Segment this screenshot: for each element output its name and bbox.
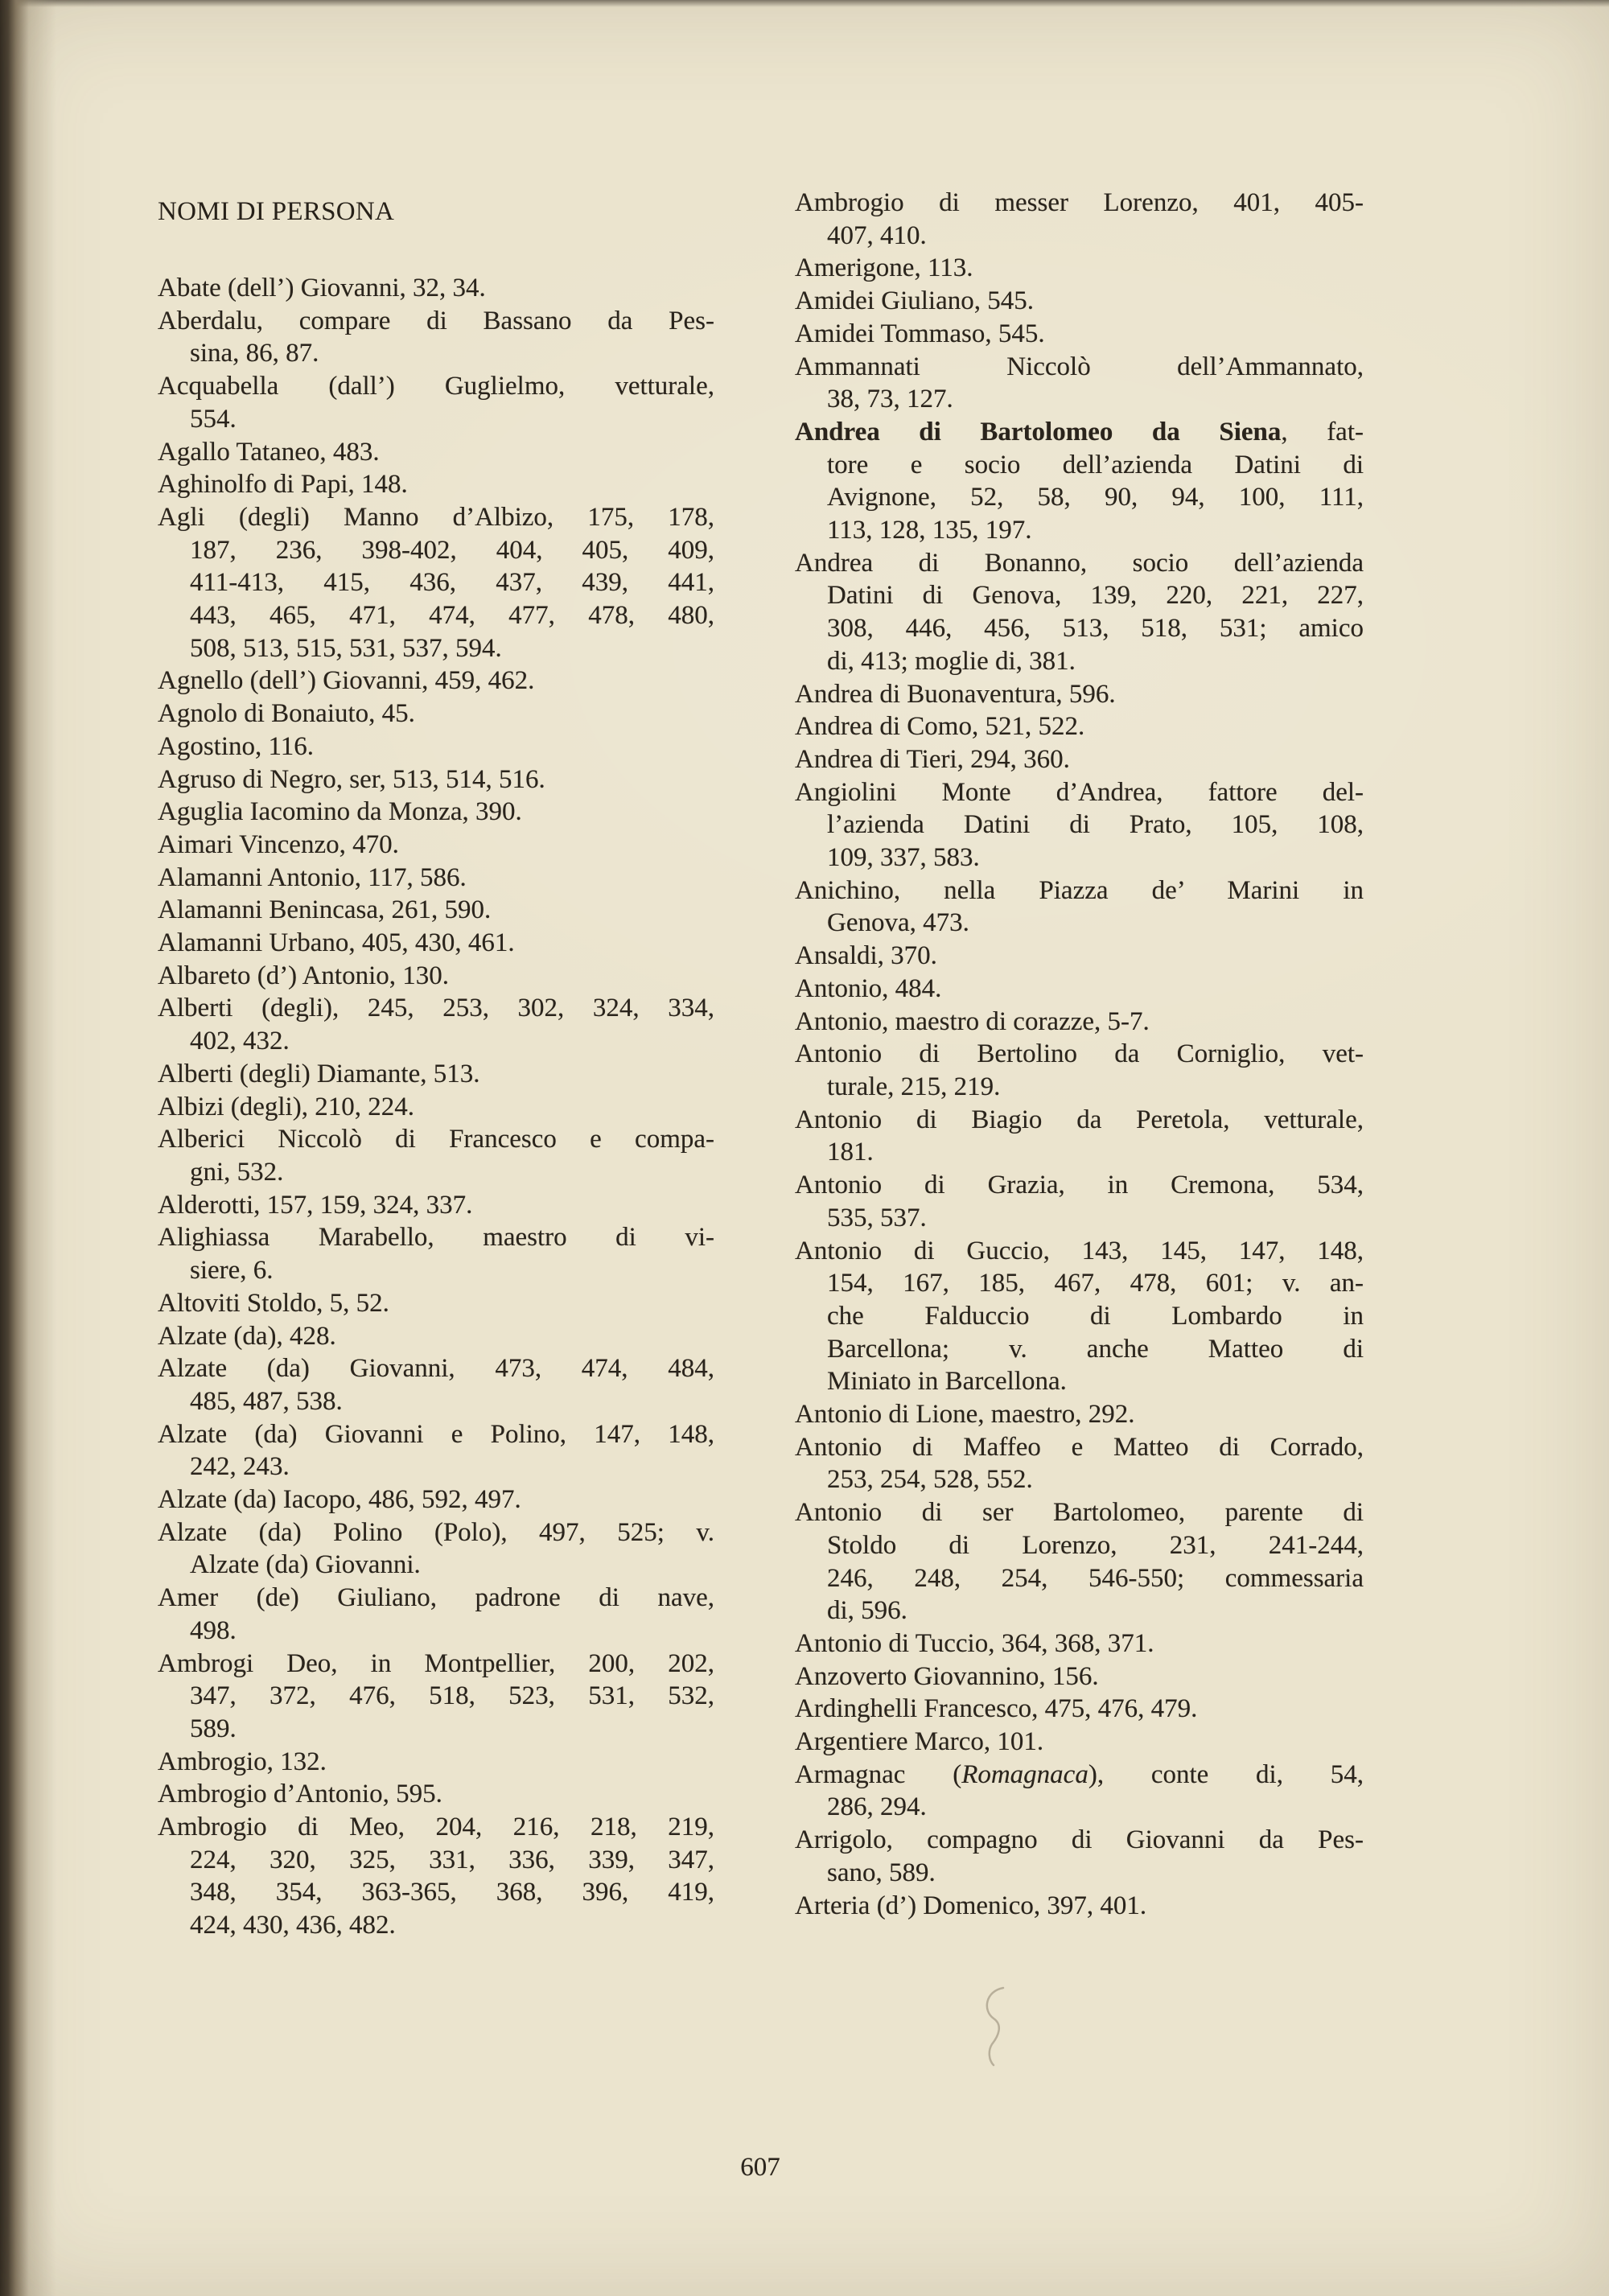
entry-line: 347, 372, 476, 518, 523, 531, 532,	[190, 1681, 714, 1711]
entry-line: Aimari Vincenzo, 470.	[158, 829, 399, 859]
entry-line: Andrea di Bartolomeo da Siena, fat-	[795, 417, 1364, 446]
entry-line: sano, 589.	[827, 1858, 936, 1887]
entry-line: gni, 532.	[190, 1157, 284, 1187]
entry-line: siere, 6.	[190, 1256, 274, 1286]
entry-line: Alderotti, 157, 159, 324, 337.	[158, 1190, 473, 1220]
entry-line: 109, 337, 583.	[827, 843, 980, 873]
entry-line: Angiolini Monte d’Andrea, fattore del-	[795, 777, 1364, 807]
entry-line: Arrigolo, compagno di Giovanni da Pes-	[795, 1825, 1364, 1855]
index-entry	[795, 1038, 1364, 1103]
index-entry	[795, 1431, 1364, 1496]
index-entry	[795, 1759, 1364, 1824]
entry-line: Acquabella (dall’) Guglielmo, vetturale,	[158, 372, 714, 401]
index-entry	[795, 1726, 1364, 1759]
entry-line: Agnolo di Bonaiuto, 45.	[158, 699, 415, 729]
entry-line: Alzate (da) Polino (Polo), 497, 525; v.	[158, 1517, 714, 1547]
entry-line: Antonio di Maffeo e Matteo di Corrado,	[795, 1432, 1364, 1462]
entry-line: 407, 410.	[827, 220, 927, 250]
entry-line: Aguglia Iacomino da Monza, 390.	[158, 797, 522, 827]
entry-line: Avignone, 52, 58, 90, 94, 100, 111,	[827, 483, 1364, 512]
entry-line: Ansaldi, 370.	[795, 941, 937, 971]
index-entry	[795, 1824, 1364, 1889]
index-entry	[158, 1320, 714, 1353]
entry-line: 498.	[190, 1615, 237, 1645]
index-entry	[795, 547, 1364, 678]
entry-line: Antonio, 484.	[795, 973, 942, 1003]
index-entry	[158, 272, 714, 305]
entry-line: di, 413; moglie di, 381.	[827, 646, 1076, 676]
entry-line: Alzate (da), 428.	[158, 1321, 336, 1351]
entry-line: Andrea di Tieri, 294, 360.	[795, 744, 1070, 774]
index-entry	[795, 1693, 1364, 1726]
page-number: 607	[740, 2153, 780, 2182]
index-entry	[158, 1123, 714, 1188]
entry-line: 402, 432.	[190, 1027, 290, 1056]
index-entry	[158, 436, 714, 469]
entry-line: Ambrogio d’Antonio, 595.	[158, 1780, 442, 1809]
index-entry	[158, 960, 714, 993]
index-entry	[158, 370, 714, 435]
index-entry	[158, 1221, 714, 1286]
entry-line: Alamanni Antonio, 117, 586.	[158, 862, 467, 892]
index-entry	[795, 252, 1364, 285]
entry-line: 411-413, 415, 436, 437, 439, 441,	[190, 568, 714, 598]
index-entry	[158, 1516, 714, 1582]
index-entry	[158, 894, 714, 927]
entry-line: Andrea di Bonanno, socio dell’azienda	[795, 548, 1364, 578]
entry-line: 113, 128, 135, 197.	[827, 516, 1032, 545]
index-entry	[795, 187, 1364, 252]
entry-line: 38, 73, 127.	[827, 385, 953, 414]
index-entry	[158, 501, 714, 665]
index-entry	[795, 285, 1364, 318]
index-entry	[795, 776, 1364, 874]
entry-line: Antonio di Guccio, 143, 145, 147, 148,	[795, 1236, 1364, 1265]
entry-line: Datini di Genova, 139, 220, 221, 227,	[827, 581, 1364, 611]
entry-line: tore e socio dell’azienda Datini di	[827, 450, 1364, 479]
index-entry	[795, 973, 1364, 1006]
entry-line: 485, 487, 538.	[190, 1386, 343, 1416]
scan-edge-top	[0, 0, 1609, 7]
entry-line: Amerigone, 113.	[795, 253, 973, 283]
index-entry	[158, 927, 714, 960]
entry-line: 286, 294.	[827, 1792, 927, 1822]
entry-line: Ambrogio, 132.	[158, 1747, 327, 1776]
index-entry	[158, 1418, 714, 1483]
index-entry	[158, 829, 714, 862]
index-entry	[158, 468, 714, 501]
index-entry	[795, 416, 1364, 547]
entry-line: Ardinghelli Francesco, 475, 476, 479.	[795, 1694, 1198, 1724]
entry-line: Genova, 473.	[827, 908, 969, 938]
entry-line: Amidei Giuliano, 545.	[795, 286, 1034, 316]
index-entry	[158, 763, 714, 796]
index-entry	[795, 1006, 1364, 1039]
entry-line: Ammannati Niccolò dell’Ammannato,	[795, 352, 1364, 381]
entry-line: Alzate (da) Iacopo, 486, 592, 497.	[158, 1485, 521, 1515]
entry-line: Anzoverto Giovannino, 156.	[795, 1661, 1099, 1691]
entry-line: Alighiassa Marabello, maestro di vi-	[158, 1223, 714, 1253]
entry-line: Miniato in Barcellona.	[827, 1367, 1067, 1397]
index-entry	[158, 1648, 714, 1746]
entry-line: Arteria (d’) Domenico, 397, 401.	[795, 1891, 1147, 1920]
entry-line: 187, 236, 398-402, 404, 405, 409,	[190, 535, 714, 565]
index-entry	[158, 1189, 714, 1222]
entry-line: Altoviti Stoldo, 5, 52.	[158, 1288, 389, 1318]
entry-line: sina, 86, 87.	[190, 339, 319, 368]
entry-line: 508, 513, 515, 531, 537, 594.	[190, 633, 502, 663]
entry-line: Agnello (dell’) Giovanni, 459, 462.	[158, 666, 535, 696]
entry-line: Agruso di Negro, ser, 513, 514, 516.	[158, 764, 545, 794]
index-column-right	[795, 187, 1364, 1922]
entry-line: l’azienda Datini di Prato, 105, 108,	[827, 810, 1364, 840]
index-entry	[795, 678, 1364, 711]
index-entry	[158, 1058, 714, 1091]
entry-line: Andrea di Como, 521, 522.	[795, 712, 1085, 742]
entry-line: Ambrogi Deo, in Montpellier, 200, 202,	[158, 1648, 714, 1678]
entry-line: Armagnac (Romagnaca), conte di, 54,	[795, 1759, 1364, 1789]
entry-line: 535, 537.	[827, 1203, 927, 1232]
entry-line: 224, 320, 325, 331, 336, 339, 347,	[190, 1845, 714, 1874]
entry-line: Andrea di Buonaventura, 596.	[795, 679, 1116, 709]
entry-line: 589.	[190, 1714, 237, 1743]
index-entry	[158, 992, 714, 1057]
index-entry	[795, 940, 1364, 973]
entry-line: 246, 248, 254, 546-550; commessaria	[827, 1563, 1364, 1593]
entry-line: Alzate (da) Giovanni e Polino, 147, 148,	[158, 1419, 714, 1449]
entry-line: Anichino, nella Piazza de’ Marini in	[795, 875, 1364, 905]
entry-line: Agallo Tataneo, 483.	[158, 437, 380, 467]
index-entry	[158, 697, 714, 730]
binding-shadow	[0, 0, 56, 2296]
entry-line: Antonio di Bertolino da Corniglio, vet-	[795, 1039, 1364, 1069]
entry-line: 154, 167, 185, 467, 478, 601; v. an-	[827, 1269, 1364, 1298]
entry-line: Antonio di Tuccio, 364, 368, 371.	[795, 1628, 1154, 1658]
entry-line: Antonio di ser Bartolomeo, parente di	[795, 1498, 1364, 1528]
entry-line: 443, 465, 471, 474, 477, 478, 480,	[190, 601, 714, 631]
entry-line: che Falduccio di Lombardo in	[827, 1301, 1364, 1331]
index-entry	[795, 743, 1364, 776]
index-entry	[795, 318, 1364, 351]
entry-line: Aberdalu, compare di Bassano da Pes-	[158, 306, 714, 335]
entry-line: Abate (dell’) Giovanni, 32, 34.	[158, 274, 486, 302]
entry-line: Antonio di Biagio da Peretola, vetturale,	[795, 1105, 1364, 1134]
entry-line: Ambrogio di Meo, 204, 216, 218, 219,	[158, 1813, 714, 1842]
entry-line: Amer (de) Giuliano, padrone di nave,	[158, 1583, 714, 1613]
entry-line: Alamanni Urbano, 405, 430, 461.	[158, 928, 515, 958]
entry-line: 424, 430, 436, 482.	[190, 1911, 396, 1940]
entry-line: di, 596.	[827, 1596, 907, 1626]
index-entry	[795, 1890, 1364, 1923]
entry-line: Alzate (da) Giovanni.	[190, 1550, 421, 1580]
index-entry	[795, 710, 1364, 743]
index-entry	[158, 1811, 714, 1942]
entry-line: Amidei Tommaso, 545.	[795, 319, 1045, 348]
entry-line: Agli (degli) Manno d’Albizo, 175, 178,	[158, 502, 714, 532]
index-entry	[795, 1398, 1364, 1431]
index-entry	[158, 1746, 714, 1779]
entry-line: 348, 354, 363-365, 368, 396, 419,	[190, 1878, 714, 1907]
index-entry	[158, 1352, 714, 1418]
entry-line: Alberti (degli), 245, 253, 302, 324, 334,	[158, 994, 714, 1023]
index-entry	[158, 862, 714, 895]
entry-line: Albizi (degli), 210, 224.	[158, 1092, 414, 1121]
index-entry	[795, 1104, 1364, 1169]
index-entry	[158, 665, 714, 697]
index-entry	[795, 1235, 1364, 1399]
entry-line: Albareto (d’) Antonio, 130.	[158, 961, 450, 990]
entry-line: 308, 446, 456, 513, 518, 531; amico	[827, 614, 1364, 644]
index-entry	[795, 1627, 1364, 1660]
index-entry	[158, 730, 714, 763]
index-entry	[158, 1778, 714, 1811]
entry-line: Agostino, 116.	[158, 731, 315, 761]
entry-line: Alamanni Benincasa, 261, 590.	[158, 895, 492, 925]
index-entry	[158, 1091, 714, 1124]
entry-line: turale, 215, 219.	[827, 1072, 1001, 1101]
entry-line: 242, 243.	[190, 1452, 290, 1482]
entry-line: Barcellona; v. anche Matteo di	[827, 1334, 1364, 1364]
entry-line: Alberici Niccolò di Francesco e compa-	[158, 1125, 714, 1154]
entry-line: Argentiere Marco, 101.	[795, 1727, 1044, 1757]
entry-line: Antonio di Grazia, in Cremona, 534,	[795, 1171, 1364, 1200]
entry-line: Antonio, maestro di corazze, 5-7.	[795, 1006, 1150, 1036]
entry-line: 181.	[827, 1138, 874, 1167]
page-heading: NOMI DI PERSONA	[158, 197, 395, 226]
index-entry	[158, 305, 714, 370]
entry-line: 253, 254, 528, 552.	[827, 1465, 1033, 1495]
entry-line: Antonio di Lione, maestro, 292.	[795, 1400, 1135, 1430]
index-entry	[795, 1496, 1364, 1627]
index-entry	[158, 796, 714, 829]
entry-line: Ambrogio di messer Lorenzo, 401, 405-	[795, 188, 1364, 217]
index-entry	[158, 1483, 714, 1516]
index-column-left	[158, 272, 714, 1942]
entry-line: Stoldo di Lorenzo, 231, 241-244,	[827, 1530, 1364, 1560]
index-entry	[795, 874, 1364, 940]
entry-line: 554.	[190, 404, 237, 434]
index-entry	[795, 1660, 1364, 1693]
entry-line: Alzate (da) Giovanni, 473, 474, 484,	[158, 1354, 714, 1384]
index-entry	[158, 1582, 714, 1647]
entry-line: Aghinolfo di Papi, 148.	[158, 470, 408, 500]
index-entry	[158, 1287, 714, 1320]
index-entry	[795, 351, 1364, 416]
stray-pen-mark	[969, 1983, 1026, 2072]
index-entry	[795, 1169, 1364, 1234]
entry-line: Alberti (degli) Diamante, 513.	[158, 1059, 480, 1088]
